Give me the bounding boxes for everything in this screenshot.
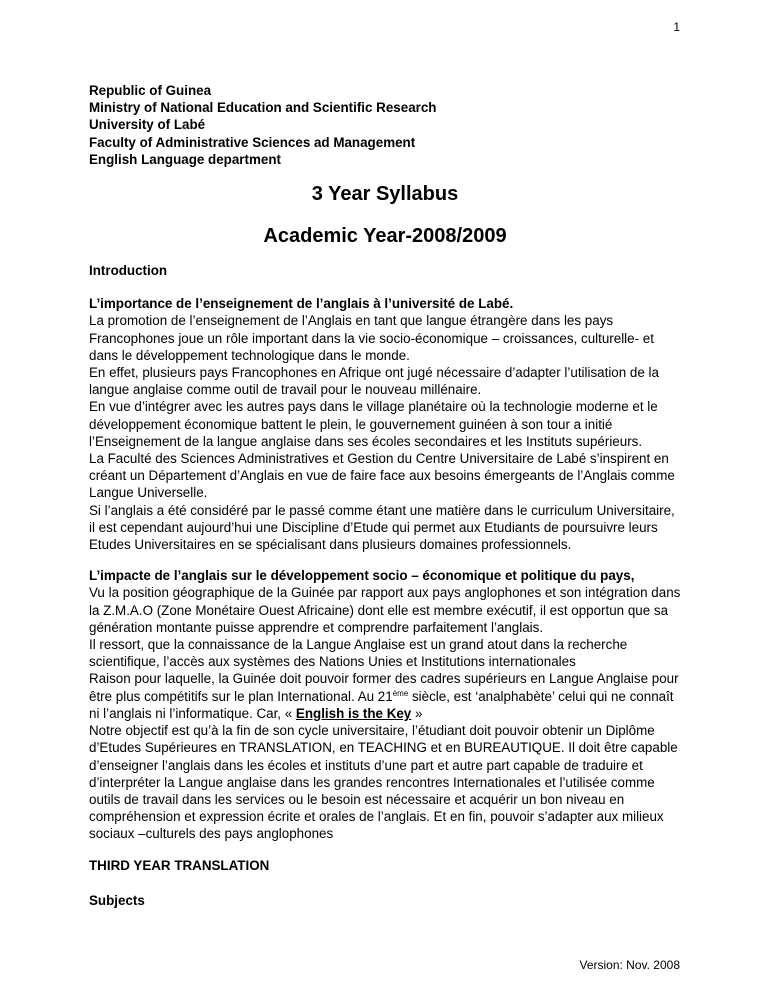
version-footer: Version: Nov. 2008: [579, 958, 680, 972]
academic-year-title: Academic Year-2008/2009: [263, 225, 507, 248]
page-number: 1: [673, 20, 680, 34]
third-year-heading: THIRD YEAR TRANSLATION: [89, 857, 270, 873]
section1-paragraph-4: La Faculté des Sciences Administratives et Gestion du Centre Universitaire de Labé s’inspirent en créant un Département d’Anglais en vue de faire face aux besoins émergeants de l’Anglais comme Langue Universelle.: [89, 451, 675, 501]
english-is-the-key-quote: English is the Key: [295, 705, 412, 721]
section2-paragraph-2: Il ressort, que la connaissance de la Langue Anglaise est un grand atout dans la recherche scientifique, l’accès aux systèmes des Nations Unies et Institutions internationales: [89, 637, 628, 670]
section2-paragraph-3-end: »: [411, 705, 423, 721]
header-faculty: Faculty of Administrative Sciences ad Management: [89, 134, 416, 150]
section2-paragraph-4: Notre objectif est qu’à la fin de son cycle universitaire, l’étudiant doit pouvoir obtenir un Diplôme d’Etudes Supérieures en TRANSLATION, en TEACHING et en BUREAUTIQUE. Il doit être capable d’enseigner l’anglais dans les écoles et instituts d’une part et autre part capable de traduire et d’interpréter la Langue anglaise dans les grandes rencontres Internationales et l’utilisée comme outils de travail dans les services ou le besoin est nécessaire et acquérir un bon niveau en compréhension et expression écrite et orales de l’anglais. Et en fin, pouvoir s’adapter aux milieux sociaux –culturels des pays anglophones: [89, 723, 678, 842]
section1-paragraph-1: La promotion de l’enseignement de l’Anglais en tant que langue étrangère dans les pays Francophones joue un rôle important dans la vie socio-économique – croissances, culturelle- et dans le développement technologique dans le monde.: [89, 313, 654, 363]
header-department: English Language department: [89, 151, 281, 167]
ordinal-superscript: ème: [392, 688, 409, 698]
header-country: Republic of Guinea: [89, 83, 212, 98]
header-university: University of Labé: [89, 117, 206, 133]
section2-paragraph-1: Vu la position géographique de la Guinée par rapport aux pays anglophones et son intégration dans la Z.M.A.O (Zone Monétaire Ouest Africaine) dont elle est membre exécutif, il est opportun que sa génération montante puisse apprendre et comprendre parfaitement l’anglais.: [89, 585, 681, 635]
section2-paragraph-3: [89, 670, 681, 722]
document-body: [89, 82, 681, 909]
syllabus-title: 3 Year Syllabus: [311, 183, 459, 206]
header-ministry: Ministry of National Education and Scientific Research: [89, 100, 437, 116]
section2-paragraph-3-middle: siècle, est ‘analphabète’ celui qui ne connaît ni l’anglais ni l’informatique. Car, «: [89, 688, 674, 721]
section1-heading: L’importance de l’enseignement de l’anglais à l’université de Labé.: [89, 296, 514, 312]
subjects-heading: Subjects: [89, 892, 145, 908]
section1-paragraph-5: Si l’anglais a été considéré par le passé comme étant une matière dans le curriculum Universitaire, il est cependant aujourd’hui une Discipline d’Etude qui permet aux Etudiants de poursuivre leurs Etudes Universitaires en se spécialisant dans plusieurs domaines professionnels.: [89, 502, 675, 553]
introduction-heading: Introduction: [89, 263, 168, 279]
letterhead: [89, 82, 681, 168]
section1-paragraph-2: En effet, plusieurs pays Francophones en Afrique ont jugé nécessaire d’adapter l’utilisation de la langue anglaise comme outil de travail pour le nouveau millénaire.: [89, 365, 659, 398]
section1-paragraph-3: En vue d’intégrer avec les autres pays dans le village planétaire où la technologie moderne et le développement économique battent le plein, le gouvernement guinéen à son tour a initié l’Enseignement de la langue anglaise dans ses écoles secondaires et les Instituts supérieurs.: [89, 399, 658, 449]
section2-paragraph-3-start: Raison pour laquelle, la Guinée doit pouvoir former des cadres supérieurs en Langue Anglaise pour être plus compétitifs sur le plan International. Au 21: [89, 671, 679, 704]
section2-heading: L’impacte de l’anglais sur le développement socio – économique et politique du pays,: [89, 568, 635, 584]
